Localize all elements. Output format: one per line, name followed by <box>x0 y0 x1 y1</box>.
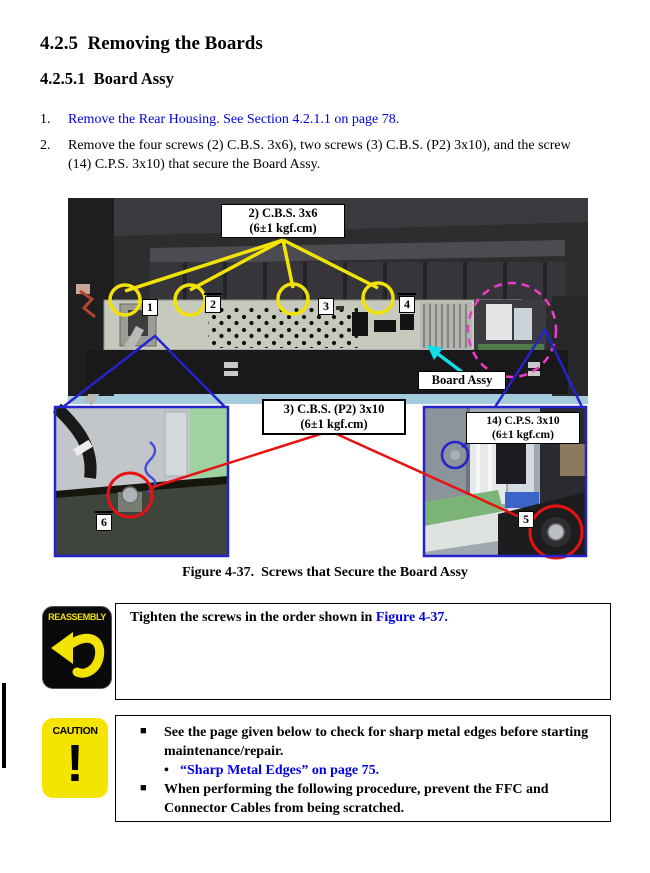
step-1 <box>40 110 580 129</box>
step-1-link[interactable]: Remove the Rear Housing. See Section 4.2.1.1 on page 78. <box>68 112 400 127</box>
revision-change-bar <box>2 683 6 768</box>
caution-note-box <box>115 715 611 822</box>
callout-cbs-3x6-line2: (6±1 kgf.cm) <box>249 221 317 235</box>
step-2 <box>40 136 585 174</box>
step-2-text: Remove the four screws (2) C.B.S. 3x6), two screws (3) C.B.S. (P2) 3x10), and the screw (14) C.P.S. 3x10) that secure the Board Assy. <box>68 138 571 172</box>
caution-bullet-1-text: See the page given below to check for sharp metal edges before starting maintenance/repair. <box>164 725 589 759</box>
caution-sub-bullet <box>164 761 610 780</box>
caution-bullet-1 <box>140 723 600 761</box>
caution-bullet-2-text: When performing the following procedure, prevent the FFC and Connector Cables from being scratched. <box>164 782 549 816</box>
callout-cbs-3x6 <box>221 204 345 238</box>
step-2-number: 2. <box>40 138 51 153</box>
callout-board-assy: Board Assy <box>418 371 506 390</box>
screw-number-3: 3 <box>318 298 334 315</box>
callout-cbs-p2-3x10 <box>262 399 406 435</box>
reassembly-arrow-icon <box>45 622 109 680</box>
callout-cbs-p2-line2: (6±1 kgf.cm) <box>300 417 368 431</box>
reassembly-icon <box>42 606 112 689</box>
callout-cps-line1: 14) C.P.S. 3x10 <box>486 415 560 427</box>
figure-graphics <box>0 196 650 564</box>
sharp-metal-edges-link[interactable]: “Sharp Metal Edges” on page 75. <box>180 763 380 778</box>
square-bullet-icon: ■ <box>140 782 147 794</box>
callout-cps-3x10 <box>466 412 580 444</box>
dot-bullet-icon: • <box>164 763 169 778</box>
subsection-heading: 4.2.5.1 Board Assy <box>40 69 174 88</box>
left-inset-photo <box>55 407 228 556</box>
figure-4-37 <box>0 196 650 564</box>
reassembly-icon-label: REASSEMBLY <box>48 612 106 622</box>
square-bullet-icon: ■ <box>140 725 147 737</box>
reassembly-figure-link[interactable]: Figure 4-37. <box>375 610 448 625</box>
reassembly-note-box <box>115 603 611 700</box>
screw-number-6: 6 <box>96 514 112 531</box>
caution-icon-label: CAUTION <box>52 725 98 737</box>
section-heading: 4.2.5 Removing the Boards <box>40 33 263 54</box>
caution-bullet-2 <box>140 780 600 818</box>
screw-number-4: 4 <box>399 296 415 313</box>
screw-number-5: 5 <box>518 511 534 528</box>
reassembly-text: Tighten the screws in the order shown in <box>130 610 376 625</box>
screw-number-2: 2 <box>205 296 221 313</box>
screw-number-1: 1 <box>142 299 158 316</box>
callout-cbs-p2-line1: 3) C.B.S. (P2) 3x10 <box>283 402 385 416</box>
caution-exclamation-icon: ! <box>66 735 84 793</box>
caution-icon <box>42 718 108 798</box>
callout-cps-line2: (6±1 kgf.cm) <box>492 429 554 441</box>
figure-caption: Figure 4-37. Screws that Secure the Board Assy <box>182 565 468 580</box>
callout-cbs-3x6-line1: 2) C.B.S. 3x6 <box>248 206 318 220</box>
step-1-number: 1. <box>40 112 51 127</box>
